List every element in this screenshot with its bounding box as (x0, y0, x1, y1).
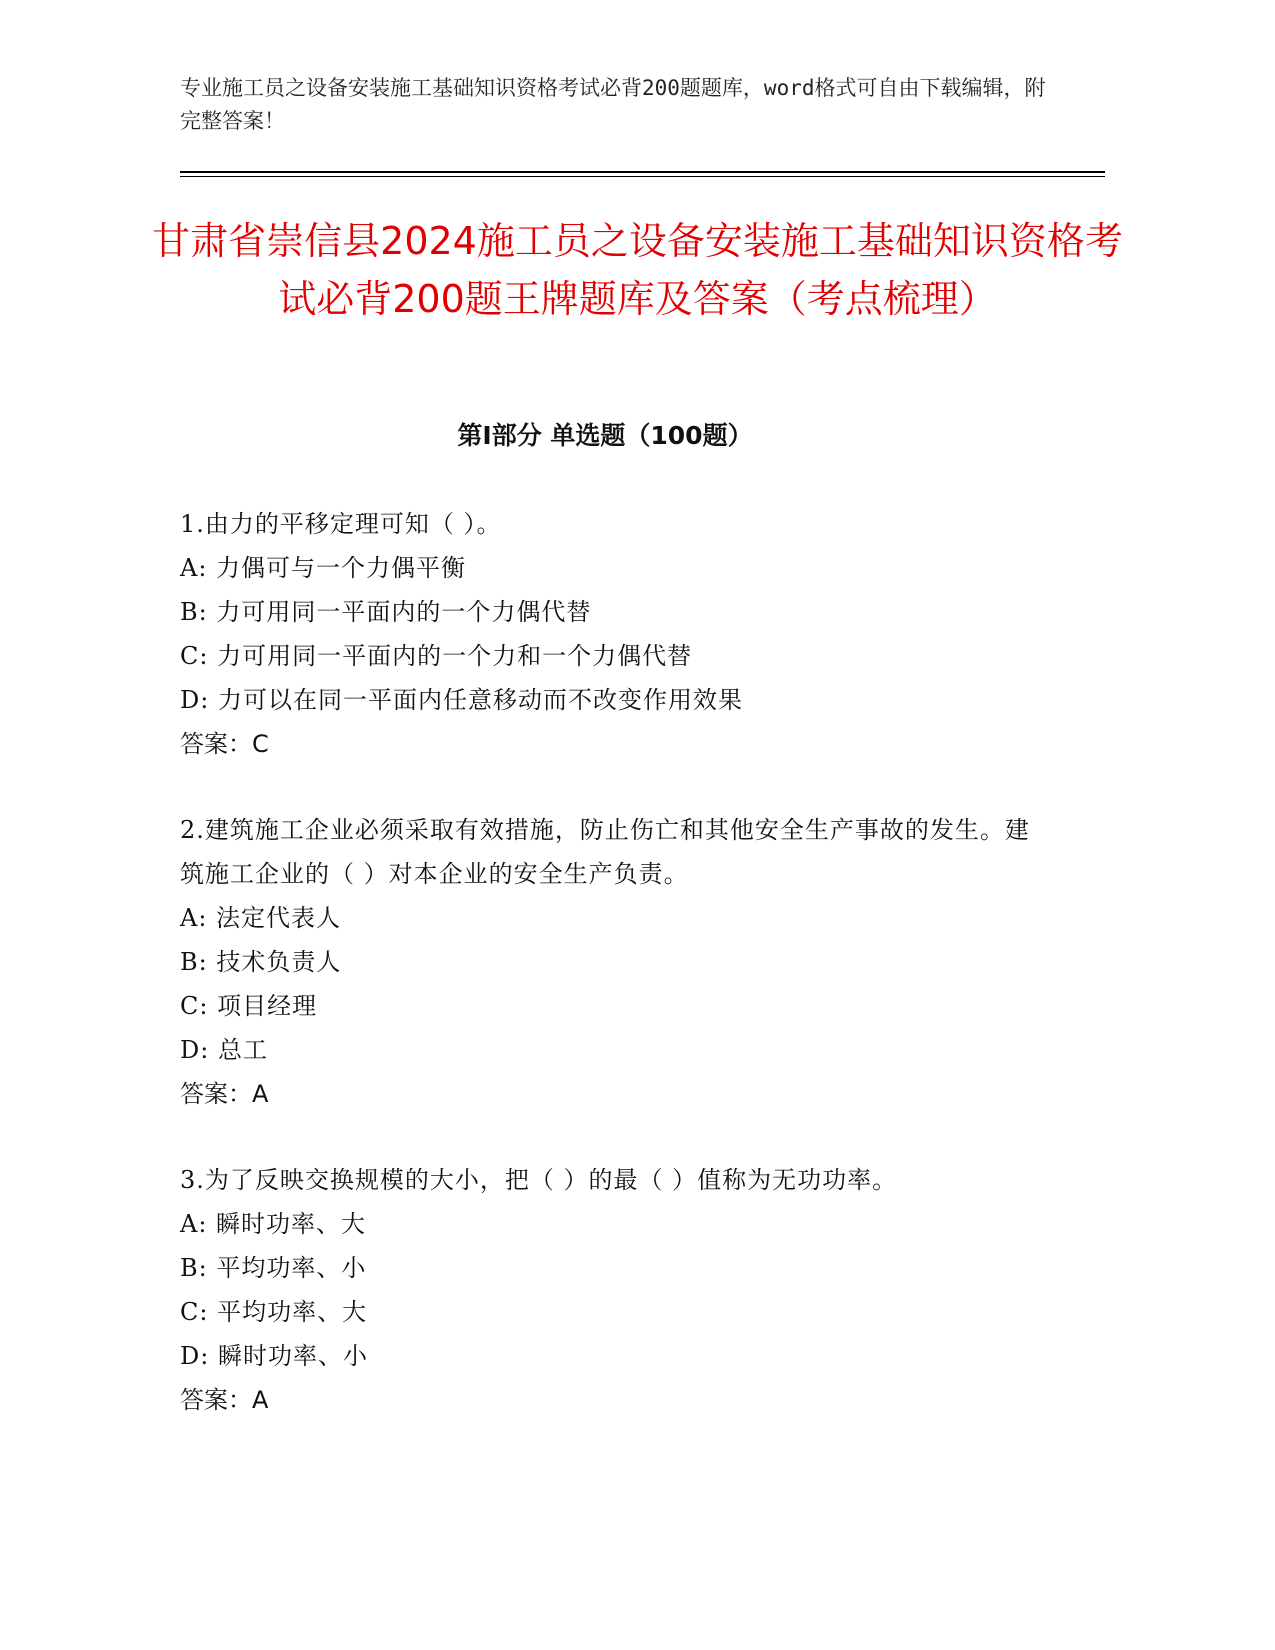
question-text: 1.由力的平移定理可知（ ）。 (180, 510, 502, 538)
section-title: 第I部分 单选题（100题） (457, 421, 753, 450)
answer: 答案：A (180, 1080, 269, 1108)
option-d: D: 瞬时功率、小 (180, 1342, 368, 1370)
document-title: 甘肃省崇信县2024施工员之设备安装施工基础知识资格考试必背200题王牌题库及答案（考点梳理） (152, 219, 1123, 321)
option-d: D: 力可以在同一平面内任意移动而不改变作用效果 (180, 686, 743, 714)
answer: 答案：C (180, 730, 269, 758)
answer: 答案：A (180, 1386, 269, 1414)
option-b: B: 力可用同一平面内的一个力偶代替 (180, 598, 592, 626)
header-note: 专业施工员之设备安装施工基础知识资格考试必背200题题库，word格式可自由下载编辑，附完整答案！ (180, 76, 1046, 133)
question-text: 2.建筑施工企业必须采取有效措施，防止伤亡和其他安全生产事故的发生。建筑施工企业的（ ）对本企业的安全生产负责。 (180, 816, 1030, 888)
option-b: B: 平均功率、小 (180, 1254, 367, 1282)
question-text: 3.为了反映交换规模的大小，把（ ）的最（ ）值称为无功功率。 (180, 1166, 898, 1194)
header-divider-thin (180, 176, 1105, 177)
question-1 (180, 502, 1040, 766)
option-a: A: 瞬时功率、大 (180, 1210, 367, 1238)
option-a: A: 法定代表人 (180, 904, 342, 932)
option-b: B: 技术负责人 (180, 948, 342, 976)
question-list (180, 502, 1040, 1464)
question-3 (180, 1158, 1040, 1422)
option-c: C: 项目经理 (180, 992, 318, 1020)
header-divider-thick (180, 171, 1105, 173)
option-c: C: 力可用同一平面内的一个力和一个力偶代替 (180, 642, 693, 670)
option-d: D: 总工 (180, 1036, 268, 1064)
option-a: A: 力偶可与一个力偶平衡 (180, 554, 467, 582)
question-2 (180, 808, 1040, 1116)
option-c: C: 平均功率、大 (180, 1298, 368, 1326)
